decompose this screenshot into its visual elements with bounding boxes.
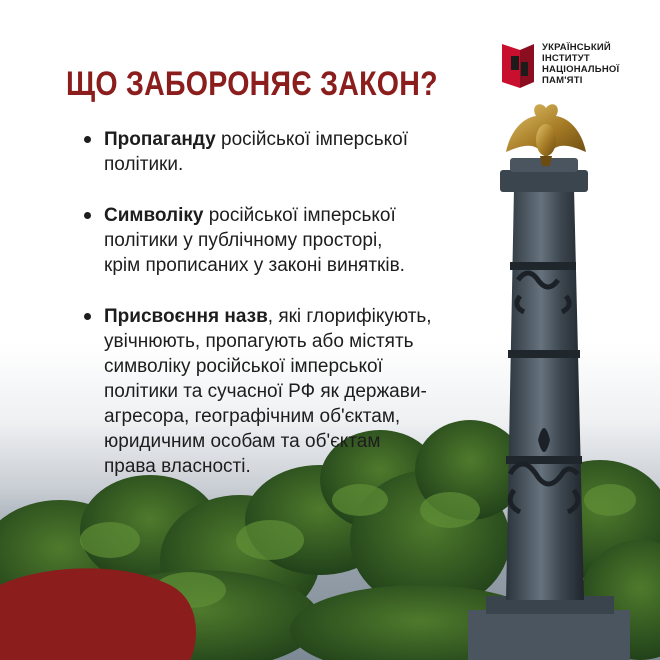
bullet-dot bbox=[84, 313, 91, 320]
logo-line: ІНСТИТУТ bbox=[542, 53, 590, 64]
logo-line: ПАМ'ЯТІ bbox=[542, 75, 583, 86]
list-item bbox=[82, 304, 482, 479]
prohibition-list bbox=[82, 127, 482, 505]
page-title: ЩО ЗАБОРОНЯЄ ЗАКОН? bbox=[66, 65, 438, 103]
list-item-line: символіку російської імперської bbox=[104, 356, 383, 377]
institute-logo-text bbox=[542, 42, 642, 86]
bullet-dot bbox=[84, 136, 91, 143]
list-item-line: юридичним особам та об'єктам bbox=[104, 431, 381, 452]
logo-line: НАЦІОНАЛЬНОЇ bbox=[542, 64, 620, 75]
list-item-first-line bbox=[104, 127, 482, 152]
list-item-line: політики та сучасної РФ як держави- bbox=[104, 381, 427, 402]
list-item-keyword: Символіку bbox=[104, 205, 204, 226]
list-item-keyword: Присвоєння назв bbox=[104, 306, 268, 327]
institute-logo-icon bbox=[500, 40, 536, 90]
logo-line: УКРАЇНСЬКИЙ bbox=[542, 42, 611, 53]
list-item-line: крім прописаних у законі винятків. bbox=[104, 255, 405, 276]
list-item-line: політики. bbox=[104, 154, 184, 175]
list-item bbox=[82, 203, 482, 278]
bullet-dot bbox=[84, 212, 91, 219]
list-item-line: права власності. bbox=[104, 456, 251, 477]
list-item-line: увічнюють, пропагують або містять bbox=[104, 331, 414, 352]
list-item-keyword: Пропаганду bbox=[104, 129, 216, 150]
eagle-statue bbox=[506, 104, 586, 166]
list-item-text: російської імперської bbox=[203, 205, 396, 226]
list-item-text: російської імперської bbox=[215, 129, 409, 150]
institute-logo bbox=[500, 38, 640, 98]
list-item bbox=[82, 127, 482, 177]
list-item-line: агресора, географічним об'єктам, bbox=[104, 406, 401, 427]
list-item-text: , які глорифікують, bbox=[267, 306, 432, 327]
list-item-line: політики у публічному просторі, bbox=[104, 230, 383, 251]
list-item-first-line bbox=[104, 304, 482, 329]
list-item-first-line bbox=[104, 203, 482, 228]
